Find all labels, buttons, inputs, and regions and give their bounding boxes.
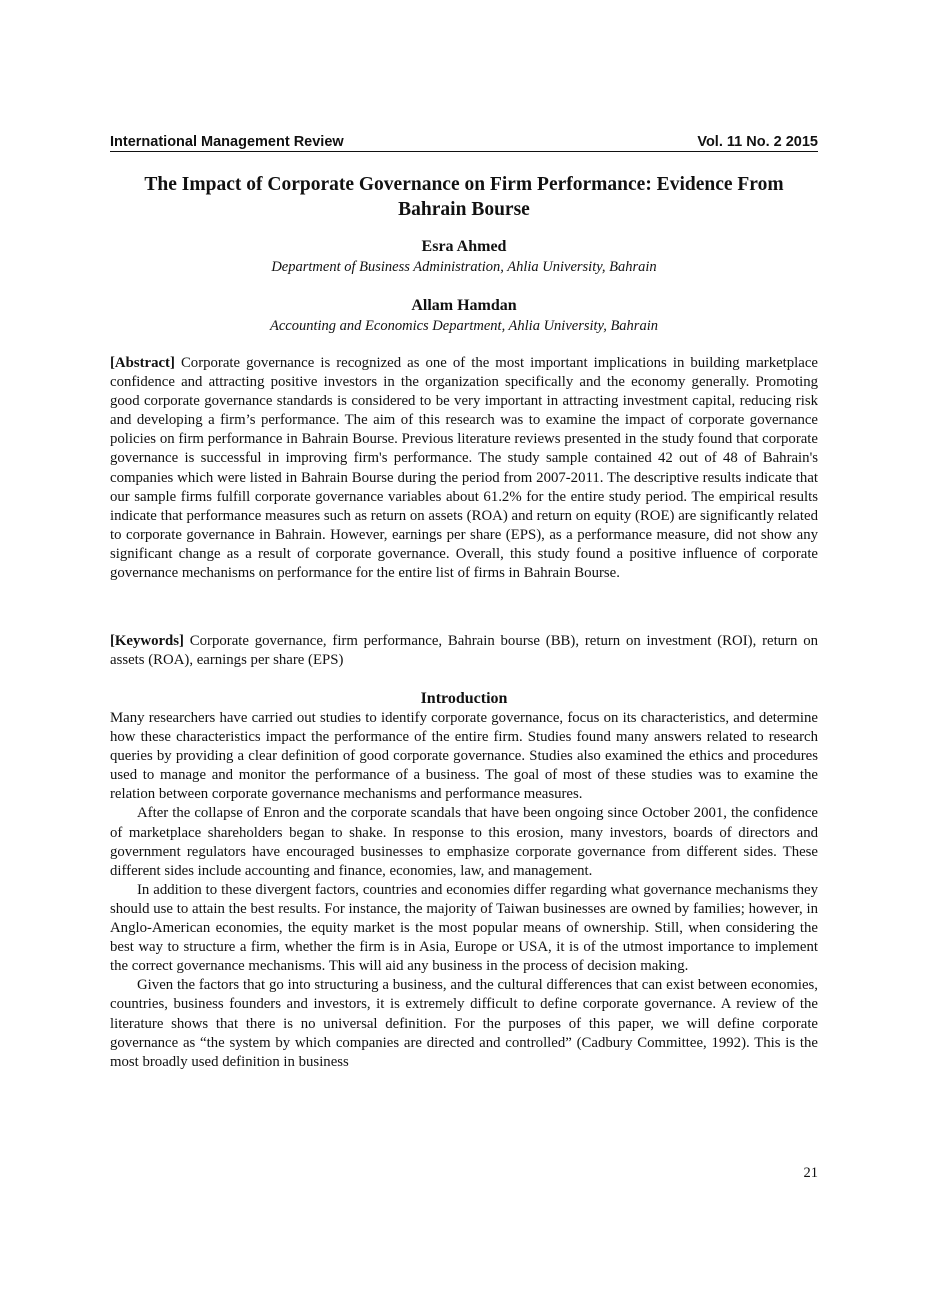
intro-paragraph: In addition to these divergent factors, countries and economies differ regarding what governance mechanisms they should use to attain the best results. For instance, the majority of Taiwan businesses are owned by families; however, in Anglo-American economies, the equity market is the most popular means of ownership. Still, when considering the best way to structure a firm, whether the firm is in Asia, Europe or USA, it is of the utmost importance to implement the correct governance mechanisms. This will aid any business in the process of decision making.: [110, 881, 818, 975]
keywords-text: Corporate governance, firm performance, Bahrain bourse (BB), return on investment (ROI), return on assets (ROA), earnings per share (EPS): [110, 633, 818, 669]
journal-name: International Management Review: [110, 134, 344, 150]
running-header: [110, 133, 818, 152]
section-heading-introduction: Introduction: [420, 690, 508, 707]
author-name: Allam Hamdan: [411, 297, 517, 314]
author-name: Esra Ahmed: [421, 238, 507, 255]
author-block-1: [110, 237, 818, 277]
paper-title: The Impact of Corporate Governance on Firm Performance: Evidence From Bahrain Bourse: [144, 174, 784, 220]
keywords-label: [Keywords]: [110, 633, 184, 649]
abstract-text: Corporate governance is recognized as one of the most important implications in building marketplace confidence and attracting positive investors in the organization specifically and the economy generally. Promoting good corporate governance standards is considered to be very important in attracting investment capital, reducing risk and developing a firm’s performance. The aim of this research was to examine the impact of corporate governance policies on firm performance in Bahrain Bourse. Previous literature reviews presented in the study found that corporate governance is successful in improving firm's performance. The study sample contained 42 out of 48 of Bahrain's companies which were listed in Bahrain Bourse during the period from 2007-2011. The descriptive results indicate that our sample firms fulfill corporate governance variables about 61.2% for the entire study period. The empirical results indicate that performance measures such as return on assets (ROA) and return on equity (ROE) are significantly related to corporate governance in Bahrain. However, earnings per share (EPS), as a performance measure, did not show any significant change as a result of corporate governance. Overall, this study found a positive influence of corporate governance mechanisms on performance for the entire list of firms in Bahrain Bourse.: [110, 355, 818, 582]
keywords: [110, 632, 818, 670]
intro-paragraph: After the collapse of Enron and the corporate scandals that have been ongoing since October 2001, the confidence of marketplace shareholders began to shake. In response to this erosion, many investors, boards of directors and government regulators have encouraged businesses to emphasize corporate governance from different sides. These different sides include accounting and finance, economies, law, and management.: [110, 805, 818, 879]
volume-info: Vol. 11 No. 2 2015: [697, 134, 818, 150]
author-affiliation: Department of Business Administration, Ahlia University, Bahrain: [271, 259, 657, 275]
author-affiliation: Accounting and Economics Department, Ahlia University, Bahrain: [270, 318, 658, 334]
intro-paragraph: Given the factors that go into structuring a business, and the cultural differences that can exist between economies, countries, business founders and investors, it is extremely difficult to define corporate governance. A review of the literature shows that there is no universal definition. For the purposes of this paper, we will define corporate governance as “the system by which companies are directed and controlled” (Cadbury Committee, 1992). This is the most broadly used definition in business: [110, 977, 818, 1070]
author-block-2: [110, 296, 818, 336]
introduction-body: [110, 709, 818, 1072]
intro-paragraph: Many researchers have carried out studies to identify corporate governance, focus on its characteristics, and determine how these characteristics impact the performance of the entire firm. Studies found many answers related to research queries by providing a clear definition of good corporate governance. Studies also examined the ethics and procedures used to manage and monitor the performance of a business. The goal of most of these studies was to examine the relation between corporate governance mechanisms and performance measures.: [110, 710, 818, 803]
page-number: 21: [803, 1165, 818, 1181]
abstract: [110, 354, 818, 583]
abstract-label: [Abstract]: [110, 355, 175, 371]
